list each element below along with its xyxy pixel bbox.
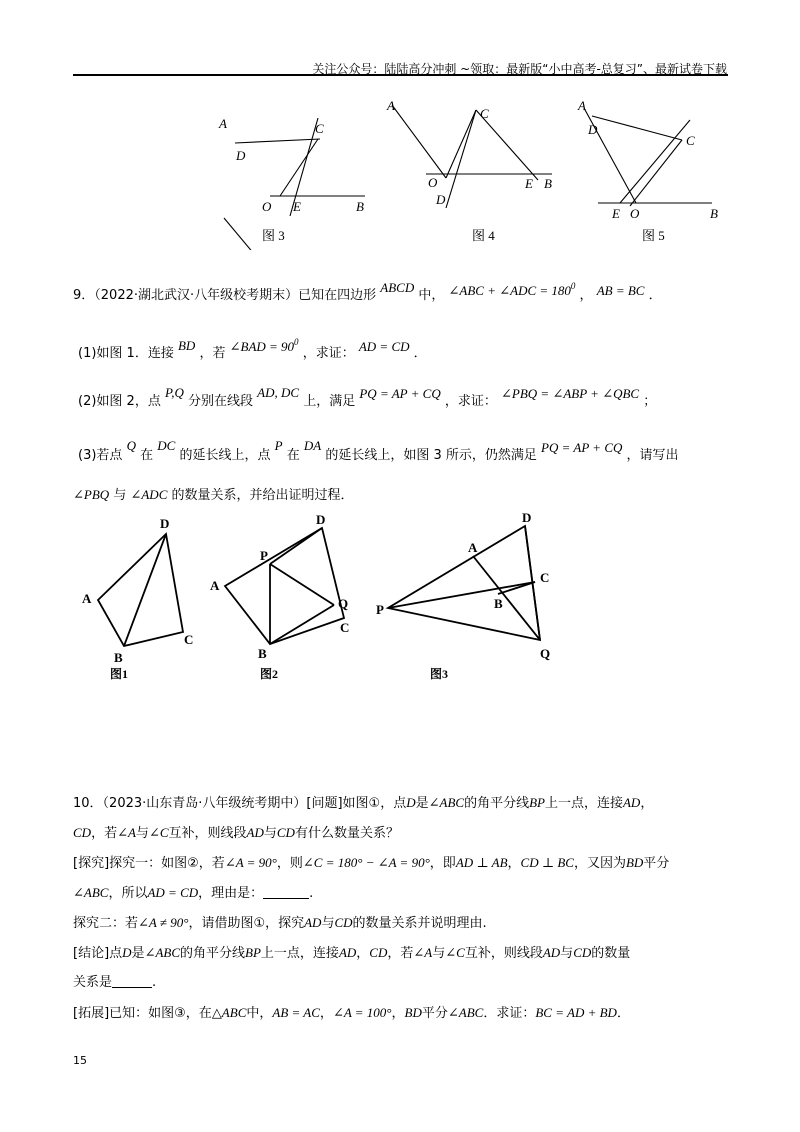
q9-fig1-label-a: A	[82, 591, 92, 606]
q9-fig2-caption: 图2	[260, 667, 279, 681]
q9-fig2-label-c: C	[340, 620, 350, 635]
page-header: 关注公众号：陆陆高分冲刺 ~领取：最新版“小中高考-总复习”、最新试卷下载	[312, 62, 727, 76]
q9-p3-f: ，请写出	[626, 448, 679, 463]
q9-fig2-label-q: Q	[338, 596, 349, 611]
fig4-label-a: A	[387, 98, 395, 113]
q10-l8-goal: BC = AD + BD	[535, 1005, 617, 1020]
fig4-label-e: E	[525, 176, 533, 191]
q10-l6-anga: ∠A	[413, 945, 433, 960]
q10-l3-b: ，则	[276, 856, 303, 871]
q10-l6-ad2: AD	[542, 945, 561, 960]
q10-l5-a: 探究二：若	[73, 916, 139, 931]
q10-l8-m2: ∠A = 100°	[332, 1005, 392, 1020]
q9-fig1-caption: 图1	[110, 667, 129, 681]
q9-fig3-label-b: B	[494, 596, 503, 611]
q10-l6-cd2: CD	[573, 945, 592, 960]
q9-p1-cond-deg: 0	[294, 337, 299, 347]
q10-l5-cd: CD	[334, 915, 353, 930]
q9-fig3-label-q: Q	[540, 646, 551, 661]
fig3-caption: 图 3	[262, 228, 285, 243]
figure-4	[392, 105, 552, 208]
fig3-label-d: D	[236, 148, 246, 163]
q10-l1-b: 是	[415, 796, 429, 811]
q9-p1-a: (1)如图 1．连接	[78, 346, 174, 361]
q9-p3-da: DA	[303, 438, 322, 453]
q9-cond1-deg: 0	[570, 281, 576, 291]
q9-p2-b: 分别在线段	[188, 394, 254, 409]
q10-l2-cd2: CD	[276, 825, 295, 840]
q9-p3-d: 在	[286, 448, 300, 463]
q10-l3-m1: ∠A = 90°	[224, 855, 277, 870]
q9-p2-a: (2)如图 2，点	[78, 394, 161, 409]
q10-line6	[73, 944, 630, 963]
q9-cond2: AB = BC	[596, 283, 645, 298]
q9-p1-bd: BD	[177, 338, 196, 353]
figure-3	[224, 118, 365, 250]
q10-l6-cd: CD	[369, 945, 388, 960]
q10-line5	[73, 914, 487, 933]
q10-l2-d: 与	[263, 826, 277, 841]
q9-stem	[73, 280, 662, 305]
q10-line2	[73, 824, 399, 843]
q10-l3-m3: AD ⊥ AB	[455, 855, 508, 870]
q10-l1-c: 的角平分线	[464, 796, 530, 811]
fig4-line-ao	[392, 105, 446, 178]
fig4-caption: 图 4	[472, 228, 495, 243]
q10-l4-a: ，所以	[108, 886, 148, 901]
q9-p1-goal: AD = CD	[358, 339, 410, 354]
fig5-label-d: D	[588, 122, 598, 137]
q10-l6-f: ，	[356, 946, 370, 961]
q10-l8-c: ，	[319, 1006, 333, 1021]
q10-l6-i: 互补，则线段	[464, 946, 543, 961]
q9-fig2-label-p: P	[260, 548, 268, 563]
q9-part3-cont	[73, 486, 354, 505]
q9-fig3-triangle-pdq	[388, 526, 540, 640]
q10-l3-m2: ∠C = 180° − ∠A = 90°	[302, 855, 430, 870]
q10-l1-abc: ∠ABC	[428, 795, 465, 810]
q10-l6-j: 与	[560, 946, 574, 961]
q9-fig1-quad	[98, 534, 183, 646]
q10-reason-blank[interactable]	[263, 886, 309, 899]
q10-line1	[73, 794, 653, 813]
q10-l6-a: [结论]点	[73, 946, 123, 961]
q9-p3-g3: ∠ADC	[130, 487, 168, 502]
q10-line3	[73, 854, 669, 873]
q10-l5-d: 的数量关系并说明理由.	[352, 916, 487, 931]
q9-figures	[70, 512, 650, 692]
fig5-label-o: O	[630, 206, 640, 221]
q9-figure-2	[225, 528, 344, 644]
q10-l6-angc: ∠C	[445, 945, 465, 960]
q10-l4-abc: ∠ABC	[73, 885, 109, 900]
q9-fig2-quad	[225, 528, 344, 644]
q9-fig1-label-d: D	[160, 516, 170, 531]
q10-l6-c: 的角平分线	[180, 946, 246, 961]
q9-zhong: 中，	[418, 288, 445, 303]
q10-l2-cd: CD	[73, 825, 92, 840]
q9-p3-e: 的延长线上，如图 3 所示，仍然满足	[325, 448, 537, 463]
fig3-label-e: E	[293, 199, 301, 214]
fig3-line-dc	[235, 139, 320, 143]
q9-part3	[78, 438, 679, 465]
fig3-label-c: C	[315, 121, 324, 136]
q10-l6-abc: ∠ABC	[144, 945, 181, 960]
q10-l1-ad: AD	[622, 795, 641, 810]
header-rule	[73, 74, 728, 76]
fig3-label-a: A	[219, 116, 227, 131]
q10-l1-e: 上一点，连接	[544, 796, 623, 811]
top-figures	[0, 90, 800, 250]
q10-l8-f: ．求证：	[483, 1006, 536, 1021]
q10-l3-f: 平分	[643, 856, 670, 871]
q10-l8-tri: △ABC	[211, 1005, 247, 1020]
q10-line4	[73, 884, 313, 903]
q9-p2-pq: P,Q	[164, 385, 184, 400]
q9-cond1	[449, 283, 576, 298]
fig4-line-oc	[446, 110, 476, 178]
q10-l6-h: 与	[432, 946, 446, 961]
figure-5	[584, 108, 712, 206]
q10-l4-m: AD = CD	[147, 885, 199, 900]
fig5-line-dc	[592, 116, 682, 140]
fig4-label-c: C	[480, 106, 489, 121]
q9-part2	[78, 385, 657, 411]
q10-l6-e: 上一点，连接	[260, 946, 339, 961]
q10-l8-abc: ∠ABC	[447, 1005, 484, 1020]
fig3-label-o: O	[262, 199, 272, 214]
fig5-label-b: B	[710, 206, 718, 221]
q10-l6-b: 是	[131, 946, 145, 961]
q10-l5-m: ∠A ≠ 90°	[138, 915, 189, 930]
q9-p3-q: Q	[126, 438, 136, 453]
q9-p2-d: ，求证：	[444, 394, 497, 409]
q10-l8-b: 中，	[246, 1006, 273, 1021]
q10-l1-d: D	[406, 795, 416, 810]
q10-l2-e: 有什么数量关系？	[294, 826, 399, 841]
q10-l3-bd: BD	[625, 855, 644, 870]
q9-fig2-line-pd	[270, 528, 322, 564]
fig4-line-cd	[446, 110, 476, 208]
q9-p1-cond-text: ∠BAD = 90	[229, 339, 295, 354]
q9-p2-seg: AD, DC	[257, 385, 300, 400]
q10-l8-a: [拓展]已知：如图③，在	[73, 1006, 212, 1021]
q9-p3-dc: DC	[157, 438, 176, 453]
q9-fig1-label-b: B	[114, 650, 123, 665]
q9-p1-c: ，求证：	[302, 346, 355, 361]
fig4-label-b: B	[544, 176, 552, 191]
fig4-label-o: O	[428, 175, 438, 190]
q10-l1-bp: BP	[529, 795, 545, 810]
fig5-label-e: E	[612, 206, 620, 221]
q9-fig3-label-p: P	[376, 602, 384, 617]
q10-l6-k: 的数量	[591, 946, 631, 961]
q10-l3-d: ，	[507, 856, 521, 871]
q10-l2-b: 与	[135, 826, 149, 841]
q10-l5-c: 与	[321, 916, 335, 931]
q10-l3-e: ，又因为	[573, 856, 626, 871]
q10-relation-blank[interactable]	[112, 975, 152, 988]
q9-figure-1	[98, 534, 183, 646]
fig5-line-oc	[630, 140, 682, 206]
q9-intro: 9．（2022·湖北武汉·八年级校考期末）已知在四边形	[73, 288, 377, 303]
fig5-label-a: A	[578, 98, 586, 113]
q9-p3-cond: PQ = AP + CQ	[541, 440, 623, 455]
q9-p2-c: 上，满足	[303, 394, 356, 409]
fig5-caption: 图 5	[642, 228, 665, 243]
q10-l6-ad: AD	[338, 945, 357, 960]
q9-cond1-text: ∠ABC + ∠ADC = 180	[448, 283, 571, 298]
page-number: 15	[73, 1054, 87, 1067]
q9-p3-p: P	[274, 438, 283, 453]
q10-line7	[73, 974, 156, 992]
fig3-line-oc	[280, 139, 318, 196]
q9-p2-end: ；	[643, 394, 657, 409]
q10-l5-b: ，请借助图①，探究	[188, 916, 305, 931]
q10-line8	[73, 1004, 630, 1023]
q10-l6-g: ，若	[387, 946, 414, 961]
q10-l1-a: 10．（2023·山东青岛·八年级统考期中）[问题]如图①，点	[73, 796, 407, 811]
q10-l2-angc: ∠C	[148, 825, 169, 840]
q10-l7-a: 关系是	[73, 975, 113, 990]
q10-l5-ad: AD	[304, 915, 322, 930]
q10-l1-f: ，	[640, 796, 654, 811]
q10-l3-m4: CD ⊥ BC	[520, 855, 574, 870]
q10-l2-ad: AD	[246, 825, 264, 840]
q9-fig3-label-a: A	[468, 540, 478, 555]
q9-fig3-caption: 图3	[430, 667, 449, 681]
q9-p2-cond: PQ = AP + CQ	[359, 386, 441, 401]
q9-fig3-label-d: D	[522, 512, 532, 525]
q9-p3-b: 在	[140, 448, 154, 463]
q9-p1-b: ，若	[199, 346, 226, 361]
q9-p1-end: ．	[413, 346, 427, 361]
q10-l3-c: ，即	[429, 856, 456, 871]
q9-figure-3	[388, 526, 540, 640]
q10-l7-end: .	[152, 975, 157, 990]
q9-fig2-line-pq	[270, 564, 334, 605]
q9-p3-g2: 与	[113, 488, 127, 503]
q9-comma: ，	[579, 288, 593, 303]
q10-l8-e: 平分	[421, 1006, 448, 1021]
q10-l2-c: 互补，则线段	[168, 826, 247, 841]
q9-quad: ABCD	[380, 280, 415, 295]
q9-fig2-label-b: B	[258, 646, 267, 661]
q9-p3-g4: 的数量关系，并给出证明过程．	[171, 488, 354, 503]
q9-period: ．	[648, 288, 662, 303]
q9-fig1-diag-bd	[124, 534, 166, 646]
q9-fig2-label-d: D	[316, 512, 326, 527]
q10-l8-bd: BD	[404, 1005, 422, 1020]
q10-l8-m1: AB = AC	[272, 1005, 320, 1020]
q9-fig3-label-c: C	[540, 570, 550, 585]
q9-p3-c: 的延长线上，点	[179, 448, 271, 463]
q9-part1	[78, 337, 427, 363]
q10-l2-a: ，若	[91, 826, 118, 841]
fig4-label-d: D	[436, 192, 446, 207]
fig5-label-c: C	[686, 133, 695, 148]
q9-p3-a: (3)若点	[78, 448, 123, 463]
q10-l6-d: D	[122, 945, 132, 960]
q10-l6-bp: BP	[245, 945, 261, 960]
fig3-label-b: B	[356, 199, 364, 214]
q10-l8-end: ．	[616, 1006, 630, 1021]
q9-p3-g1: ∠PBQ	[73, 487, 110, 502]
q9-fig1-label-c: C	[184, 632, 194, 647]
q10-l2-anga: ∠A	[117, 825, 136, 840]
q10-l3-a: [探究]探究一：如图②，若	[73, 856, 225, 871]
q10-l4-b: ，理由是：	[198, 886, 264, 901]
q9-p1-cond	[230, 339, 299, 354]
q9-p2-goal: ∠PBQ = ∠ABP + ∠QBC	[501, 386, 640, 401]
q10-l4-end: .	[309, 886, 314, 901]
q9-fig2-label-a: A	[210, 578, 220, 593]
q10-l8-d: ，	[391, 1006, 405, 1021]
